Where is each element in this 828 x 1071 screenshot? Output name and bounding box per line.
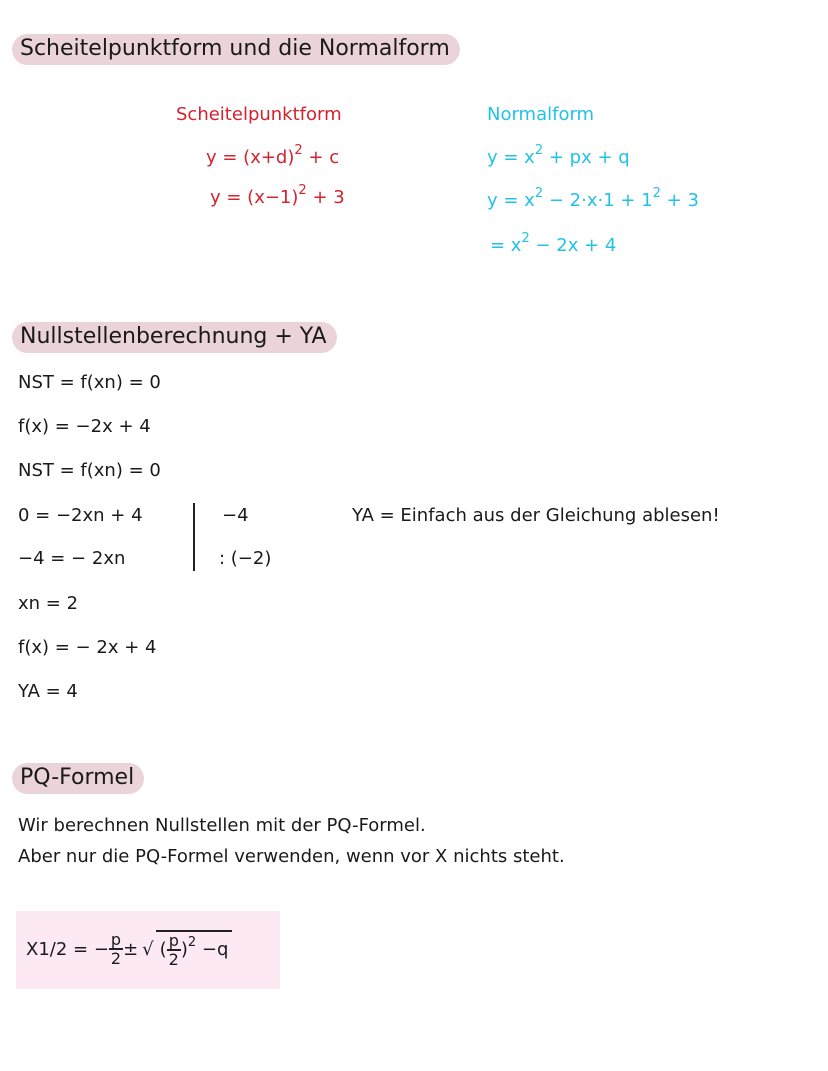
normal-heading: Normalform xyxy=(487,104,595,125)
pq-text: Aber nur die PQ-Formel verwenden, wenn vor X nichts steht. xyxy=(18,846,565,867)
ya-note: YA = Einfach aus der Gleichung ablesen! xyxy=(352,505,720,526)
math-line: 0 = −2xn + 4 xyxy=(18,505,143,526)
section-title-scheitel: Scheitelpunktform und die Normalform xyxy=(12,34,460,65)
fraction: $\frac{p}{2}$ xyxy=(110,930,122,968)
section-title-nullstellen: Nullstellenberechnung + YA xyxy=(12,322,337,353)
math-line: NST = f(xn) = 0 xyxy=(18,372,161,393)
square-root: ( $\frac{p}{2}$ )$^2$ −q xyxy=(156,930,233,968)
pq-formula: X1/2 = − $\frac{p}{2}$ ± √ ( $\frac{p}{2}$ )$^2$ −q xyxy=(26,930,232,968)
operation: −4 xyxy=(222,505,249,526)
normal-result: = $x^2 - 2x + 4$ xyxy=(490,231,617,256)
section-title-pq: PQ-Formel xyxy=(12,763,144,794)
math-line: f(x) = −2x + 4 xyxy=(18,416,151,437)
math-line: f(x) = − 2x + 4 xyxy=(18,637,157,658)
operation: : (−2) xyxy=(219,548,272,569)
math-line: xn = 2 xyxy=(18,593,79,614)
math-line: NST = f(xn) = 0 xyxy=(18,460,161,481)
normal-expansion: $y = x^2 - 2\cdot x\cdot 1 + 1^2 + 3$ xyxy=(487,186,699,211)
scheitel-heading: Scheitelpunktform xyxy=(176,104,342,125)
scheitel-example: $y = (x-1)^2 + 3$ xyxy=(210,183,345,208)
pq-text: Wir berechnen Nullstellen mit der PQ-Formel. xyxy=(18,815,426,836)
math-line: YA = 4 xyxy=(18,681,78,702)
operation-divider xyxy=(193,503,195,571)
math-line: −4 = − 2xn xyxy=(18,548,126,569)
scheitel-formula: $y = (x+d)^2 + c$ xyxy=(206,143,340,168)
normal-formula: $y = x^2$ + px + q xyxy=(487,143,630,168)
